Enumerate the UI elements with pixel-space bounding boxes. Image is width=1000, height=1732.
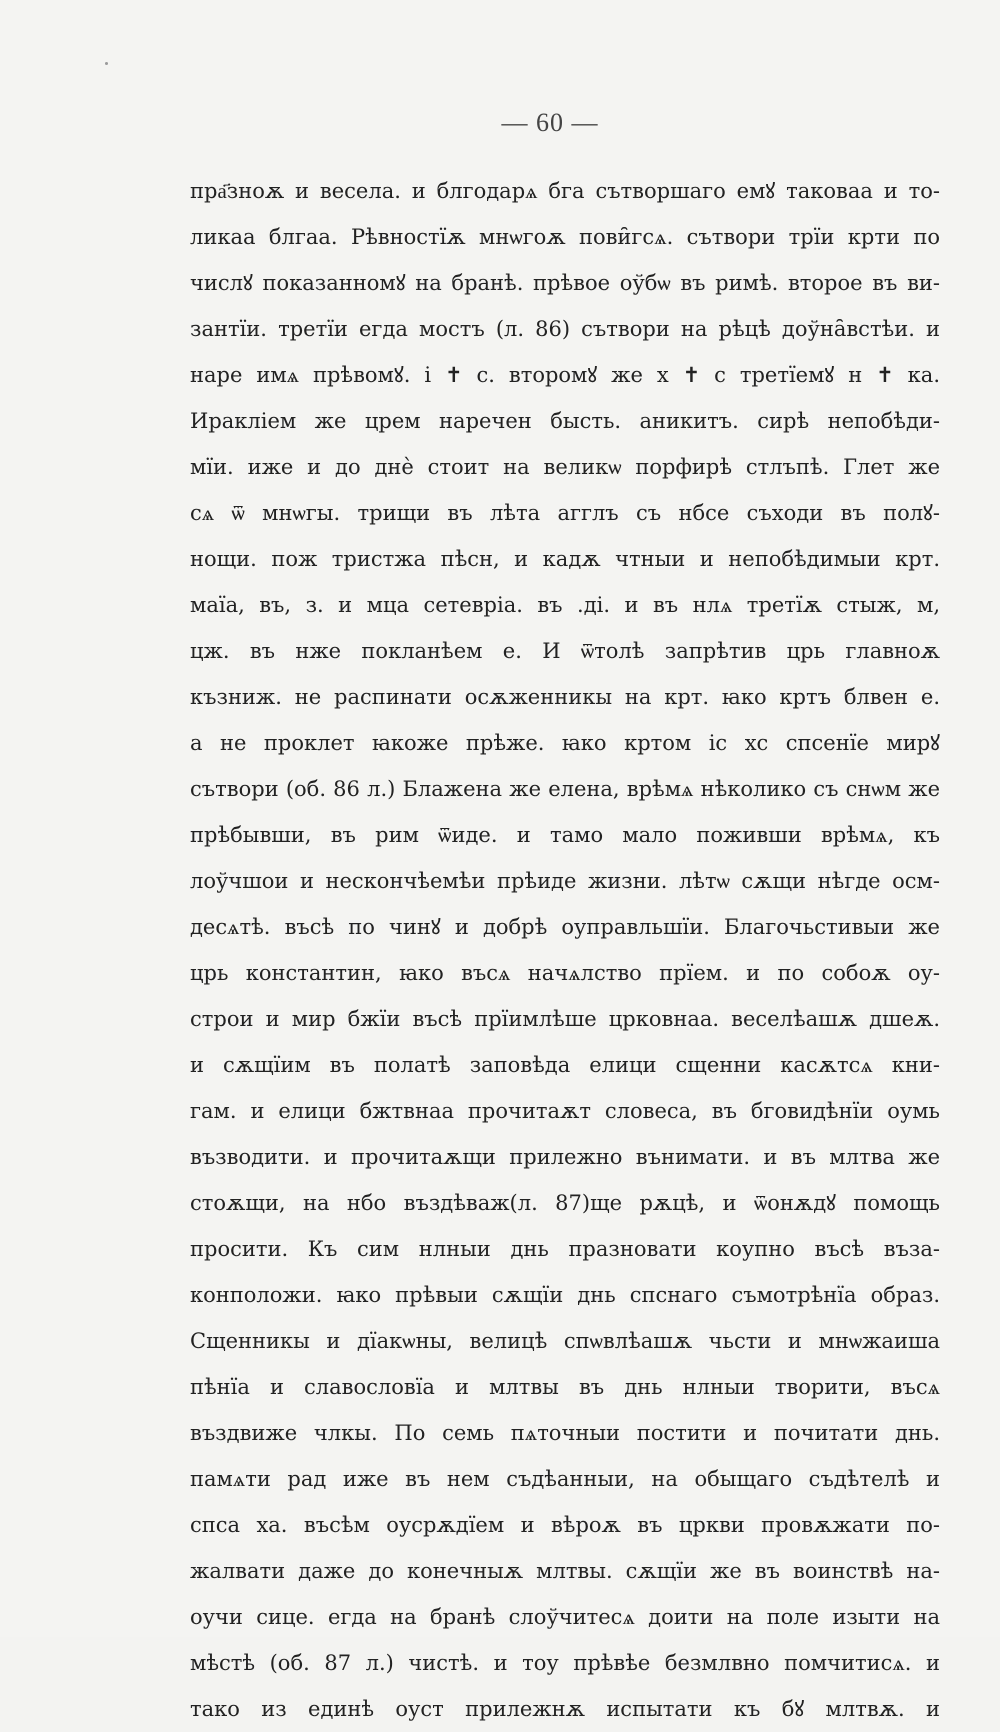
text-line: стоѫщи, на нбо въздѣваж(л. 87)ще рѫцѣ, и ѿонѫдꙋ помощь	[190, 1191, 940, 1215]
text-line: памѧти рад иже въ нем съдѣанныи, на обыщаго съдѣтелѣ и	[190, 1467, 940, 1491]
text-line: жалвати даже до конечныѫ млтвы. сѫщїи же въ воинствѣ на-	[190, 1559, 940, 1583]
text-line: въздвиже члкы. По семь пѧточныи постити и почитати днь.	[190, 1421, 940, 1445]
text-line: къзниж. не распинати осѫженникы на крт. ꙗко кртъ блвен е.	[190, 685, 940, 709]
text-line: пра҃зноѫ и весела. и блгодарѧ бга сътворшаго емꙋ таковаа и то-	[190, 179, 940, 203]
text-line: маїа, въ, з. и мца сетевріа. въ .ді. и въ нлѧ третїѫ стыж, м,	[190, 593, 940, 617]
text-line: нощи. пож тристжа пѣсн, и кадѫ чтныи и непобѣдимыи крт.	[190, 547, 940, 571]
text-line: пѣнїа и славословїа и млтвы въ днь нлныи творити, въсѧ	[190, 1375, 940, 1399]
text-line: възводити. и прочитаѫщи прилежно вънимати. и въ млтва же	[190, 1145, 940, 1169]
text-line: прѣбывши, въ рим ѿиде. и тамо мало поживши врѣмѧ, къ	[190, 823, 940, 847]
text-line: наре имѧ прѣвомꙋ. і ✝ с. второмꙋ же х ✝ с третїемꙋ н ✝ ка.	[190, 363, 940, 387]
text-line: црь константин, ꙗко въсѧ начѧлство прїем. и по собоѫ оу-	[190, 961, 940, 985]
text-line: и сѫщїим въ полатѣ заповѣда елици сщенни касѫтсѧ кни-	[190, 1053, 940, 1077]
text-line: десѧтѣ. въсѣ по чинꙋ и добрѣ оуправльшїи. Благочьстивыи же	[190, 915, 940, 939]
text-line: гам. и елици бжтвнаа прочитаѫт словеса, въ бговидѣнїи оумь	[190, 1099, 940, 1123]
text-line: цж. въ нже покланѣем е. И ѿтолѣ запрѣтив црь главноѫ	[190, 639, 940, 663]
text-line: мїи. иже и до днѐ стоит на великѡ порфирѣ стлъпѣ. Глет же	[190, 455, 940, 479]
text-line: сѧ ѿ мнѡгы. трищи въ лѣта агглъ съ нбсе съходи въ полꙋ-	[190, 501, 940, 525]
text-line: лоўчшои и нескончѣемѣи прѣиде жизни. лѣтѡ сѫщи нѣгде осм-	[190, 869, 940, 893]
text-line: конположи. ꙗко прѣвыи сѫщїи днь спснаго съмотрѣнїа образ.	[190, 1283, 940, 1307]
text-line: Иракліем же црем наречен бысть. аникитъ. сирѣ непобѣди-	[190, 409, 940, 433]
text-line: ликаа блгаа. Рѣвностїѫ мнѡгоѫ пови̑гсѧ. сътвори трїи крти по	[190, 225, 940, 249]
body-text	[190, 168, 940, 1732]
text-line: строи и мир бжїи въсѣ прїимлѣше црковнаа. веселѣашѫ дшеѫ.	[190, 1007, 940, 1031]
text-line: оучи сице. егда на бранѣ слоўчитесѧ доити на поле изыти на	[190, 1605, 940, 1629]
text-line: а не проклет ꙗкоже прѣже. ꙗко кртом іс хс спсенїе мирꙋ	[190, 731, 940, 755]
text-line: спса ха. въсѣм оусрѫдїем и вѣроѫ въ цркви провѫжати по-	[190, 1513, 940, 1537]
text-line: зантїи. третїи егда мостъ (л. 86) сътвори на рѣцѣ доўна̑встѣи. и	[190, 317, 940, 341]
text-line: тако из единѣ оуст прилежнѫ испытати къ бꙋ млтвѫ. и	[190, 1697, 940, 1721]
paper-speck	[105, 62, 108, 65]
text-line: просити. Къ сим нлныи днь празновати коупно въсѣ въза-	[190, 1237, 940, 1261]
text-line: Сщенникы и дїакѡны, велицѣ спѡвлѣашѫ чьсти и мнѡжаиша	[190, 1329, 940, 1353]
text-line: сътвори (об. 86 л.) Блажена же елена, врѣмѧ нѣколико съ снѡм же	[190, 777, 940, 801]
text-line: мѣстѣ (об. 87 л.) чистѣ. и тоу прѣвѣе безмлвно помчитисѧ. и	[190, 1651, 940, 1675]
text-line: числꙋ показанномꙋ на бранѣ. прѣвое оўбѡ въ римѣ. второе въ ви-	[190, 271, 940, 295]
page-number: — 60 —	[501, 108, 599, 137]
